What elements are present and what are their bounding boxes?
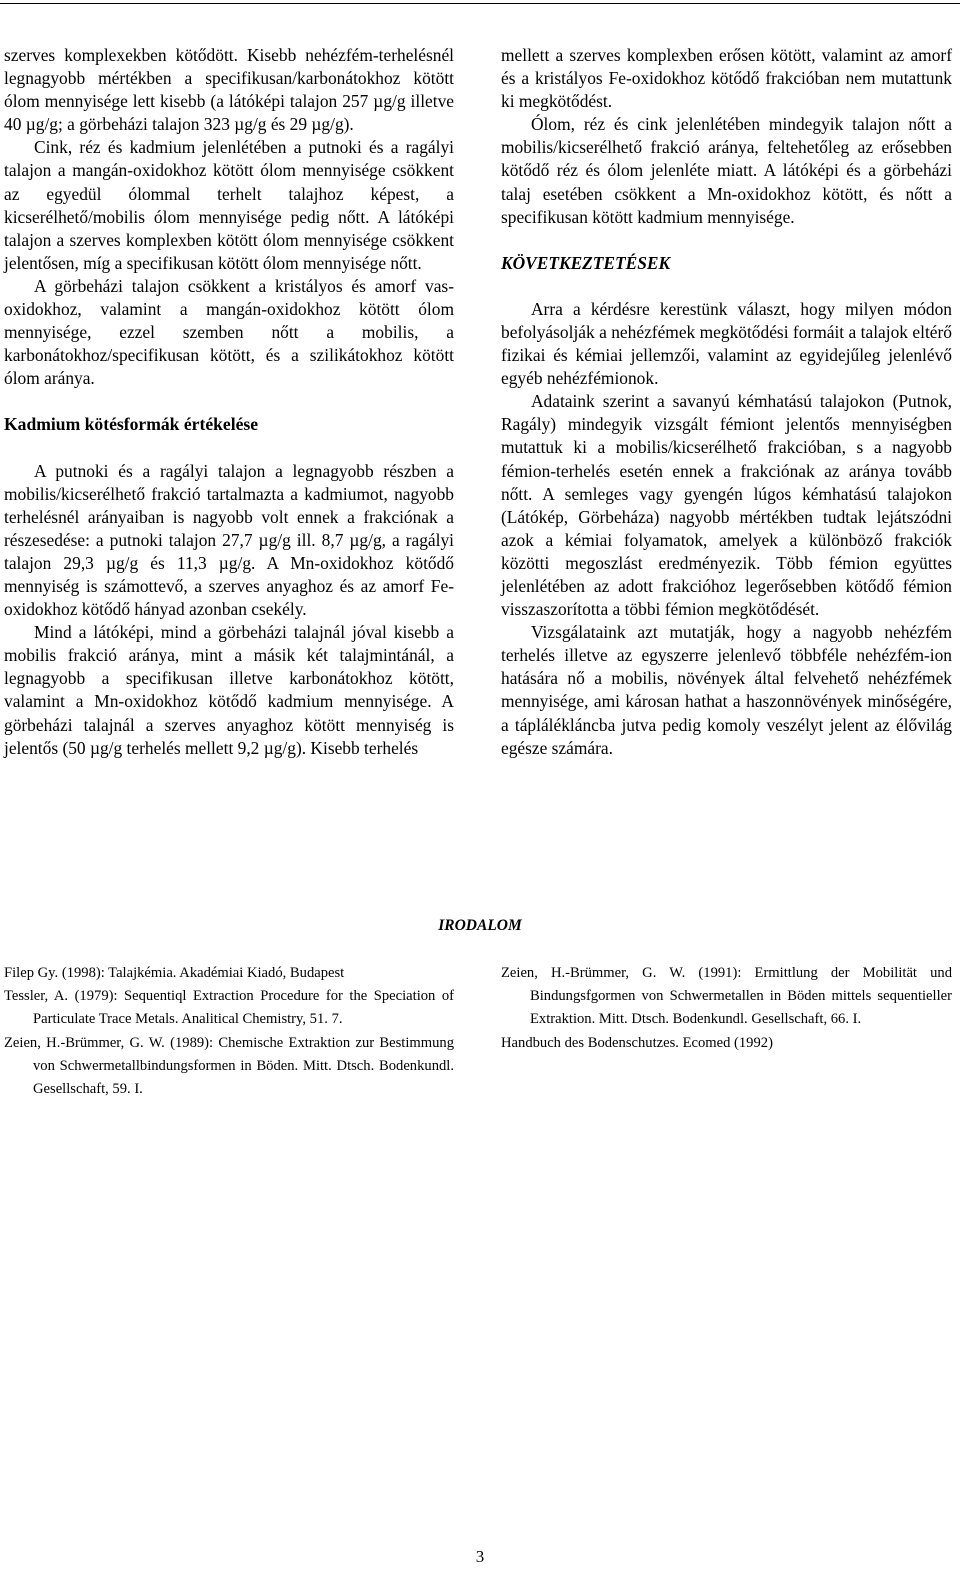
section-heading-kadmium: Kadmium kötésformák értékelése (4, 414, 259, 435)
references-left (4, 962, 454, 1101)
paragraph-adataink: Adataink szerint a savanyú kémhatású talajokon (Putnok, Ragály) mindegyik vizsgált fémiont jelentős mennyiségben mutattuk ki a mobilis/kicserélhető frakcióban, s a nagyobb fémion-terhelés esetén ennek a frakciónak az aránya tovább nőtt. A semleges vagy gyengén lúgos kémhatású talajokon (Látókép, Görbeháza) nagyobb mértékben tudtak lejátszódni azok a kémiai folyamatok, amelyek a különböző frakciók közötti megoszlást eredményezik. Több fémion együttes jelenlétében az adott frakcióhoz legerősebben kötődő fémion visszaszorította a többi fémion megkötődését. (501, 391, 952, 620)
right-column (501, 44, 952, 760)
paragraph-vizsgalataink: Vizsgálataink azt mutatják, hogy a nagyobb nehézfém terhelés illetve az egyszerre jelenlevő többféle nehézfém-ion hatására nő a mobilis, növények által felvehető nehézfémek mennyisége, ami károsan hathat a haszonnövények minőségére, a táplálékláncba jutva pedig komoly veszélyt jelent az élővilág egésze számára. (501, 622, 952, 758)
paragraph-kerdes: Arra a kérdésre kerestünk választ, hogy milyen módon befolyásolják a nehézfémek megkötődési formáit a talajok eltérő fizikai és kémiai jellemzői, valamint az egyidejűleg jelenlévő egyéb nehézfémionok. (501, 298, 952, 389)
paragraph-lead-continuation: szerves komplexekben kötődött. Kisebb nehézfém-terhelésnél legnagyobb mértékben a specifikusan/karbonátokhoz kötött ólom mennyisége lett kisebb (a látóképi talajon 257 µg/g illetve 40 µg/g; a görbeházi talajon 323 µg/g és 29 µg/g). (4, 45, 454, 135)
paragraph-olom-rez-cink: Ólom, réz és cink jelenlétében mindegyik talajon nőtt a mobilis/kicserélhető frakció aránya, feltehetőleg az erősebben kötődő réz és ólom jelenléte miatt. A látóképi és a görbeházi talaj esetében csökkent a Mn-oxidokhoz kötött, és nőtt a specifikusan kötött kadmium mennyisége. (501, 114, 952, 227)
paragraph-latokepi-gorbehazi: Mind a látóképi, mind a görbeházi talajnál jóval kisebb a mobilis frakció aránya, mint a másik két talajmintánál, a legnagyobb a specifikusan illetve karbonátokhoz kötött, valamint a Mn-oxidokhoz kötődő kadmium mennyisége. A görbeházi talajnál a szerves anyaghoz kötött mennyiség is jelentős (50 µg/g terhelés mellett 9,2 µg/g). Kisebb terhelés (4, 622, 454, 758)
paragraph-mellett-continuation: mellett a szerves komplexben erősen kötött, valamint az amorf és a kristályos Fe-oxidokhoz kötődő frakcióban nem mutattunk ki megkötődést. (501, 45, 952, 112)
references-right (501, 962, 952, 1055)
section-heading-kovetkeztetesek: KÖVETKEZTETÉSEK (501, 252, 671, 273)
reference-item: Handbuch des Bodenschutzes. Ecomed (1992) (501, 1034, 773, 1051)
reference-item: Tessler, A. (1979): Sequentiql Extraction Procedure for the Speciation of Particulate Trace Metals. Analitical Chemistry, 51. 7. (4, 988, 454, 1028)
paragraph-putnoki-ragalyi: A putnoki és a ragályi talajon a legnagyobb részben a mobilis/kicserélhető frakció tartalmazta a kadmiumot, nagyobb terhelésnél arányaiban is nagyobb volt ennek a frakciónak a részesedése: a putnoki talajon 27,7 µg/g ill. 8,7 µg/g, a ragályi talajon 29,3 µg/g és 11,3 µg/g. A Mn-oxidokhoz kötődő mennyiség is számottevő, a szerves anyaghoz és az amorf Fe-oxidokhoz kötődő hányad azonban csekély. (4, 460, 454, 620)
left-column (4, 44, 454, 760)
paragraph-cink-rez-kadmium: Cink, réz és kadmium jelenlétében a putnoki és a ragályi talajon a mangán-oxidokhoz kötött ólom mennyisége csökkent az egyedül ólommal terhelt talajhoz képest, a kicserélhető/mobilis ólom mennyisége pedig nőtt. A látóképi talajon a szerves komplexben kötött ólom mennyisége csökkent jelentősen, míg a specifikusan kötött ólom mennyisége nőtt. (4, 137, 454, 273)
paragraph-gorbehazi: A görbeházi talajon csökkent a kristályos és amorf vas-oxidokhoz, valamint a mangán-oxidokhoz kötött ólom mennyisége, ezzel szemben nőtt a mobilis, a karbonátokhoz/specifikusan kötött, és a szilikátokhoz kötött ólom aránya. (4, 275, 454, 389)
reference-item: Zeien, H.-Brümmer, G. W. (1991): Ermittlung der Mobilität und Bindungsfgormen von Schwermetallen in Böden mittels sequentieller Extraktion. Mitt. Dtsch. Bodenkundl. Gesellschaft, 66. I. (501, 965, 952, 1028)
reference-item: Zeien, H.-Brümmer, G. W. (1989): Chemische Extraktion zur Bestimmung von Schwermetallbindungsformen in Böden. Mitt. Dtsch. Bodenkundl. Gesellschaft, 59. I. (4, 1034, 454, 1098)
top-rule (0, 3, 960, 4)
page-number: 3 (475, 1547, 485, 1566)
references-title: IRODALOM (438, 917, 522, 934)
reference-item: Filep Gy. (1998): Talajkémia. Akadémiai Kiadó, Budapest (4, 965, 345, 981)
